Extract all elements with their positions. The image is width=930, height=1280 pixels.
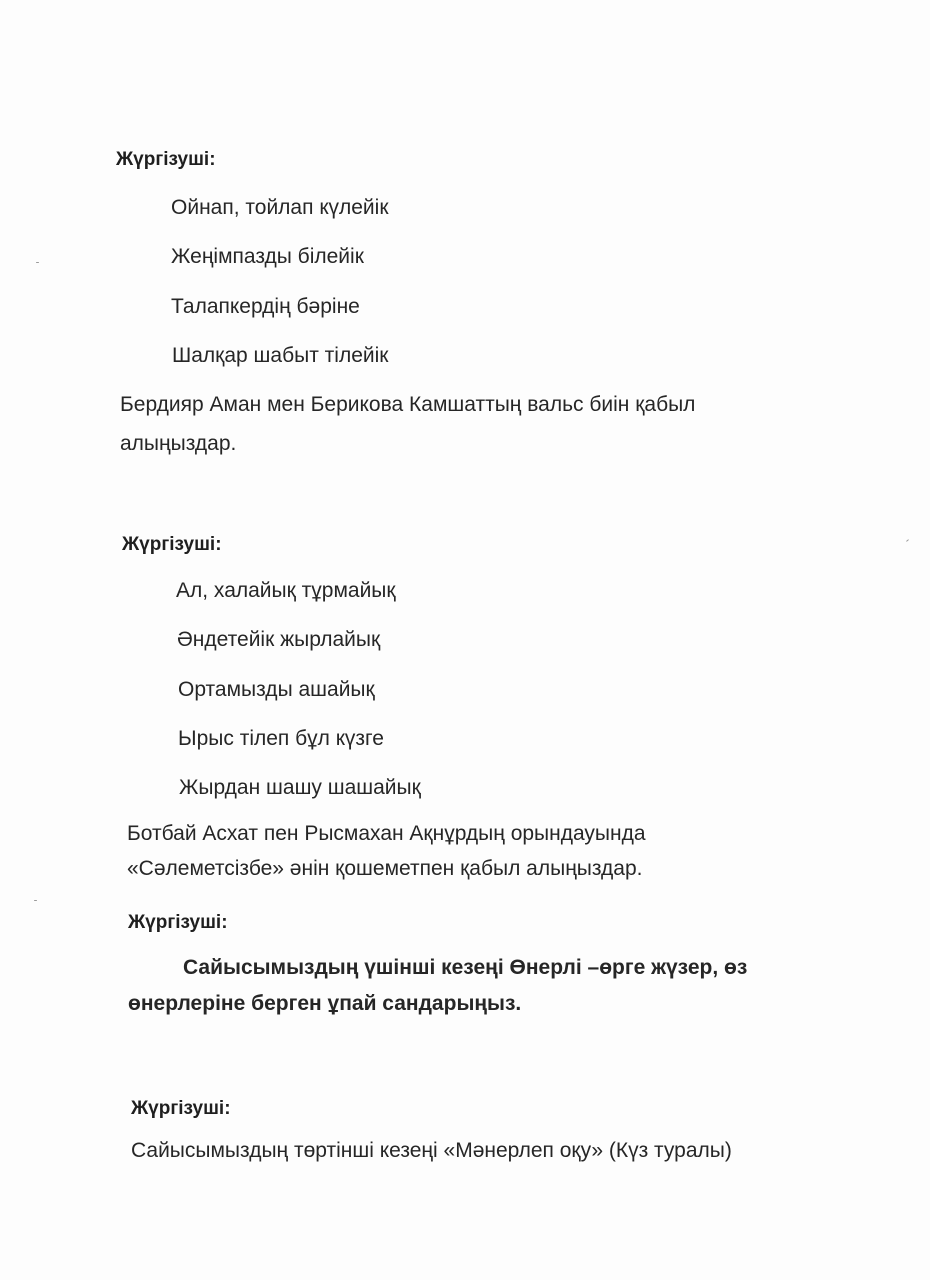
speaker-label: Жүргізуші: [131, 1098, 231, 1119]
prose-line: Сайысымыздың төртінші кезеңі «Мәнерлеп оқу» (Күз туралы) [131, 1139, 732, 1162]
scan-speck [36, 262, 39, 263]
verse-line: Жеңімпазды білейік [171, 245, 364, 268]
prose-line: Ботбай Асхат пен Рысмахан Ақнұрдың орындауында [127, 822, 646, 845]
scan-speck [906, 539, 909, 542]
prose-line: Сайысымыздың үшінші кезеңі Өнерлі –өрге жүзер, өз [183, 956, 748, 979]
prose-line: алыңыздар. [120, 432, 237, 455]
speaker-label: Жүргізуші: [128, 912, 228, 933]
verse-line: Жырдан шашу шашайық [179, 776, 421, 799]
speaker-label: Жүргізуші: [122, 534, 222, 555]
scan-speck [34, 900, 37, 901]
verse-line: Ал, халайық тұрмайық [176, 579, 396, 602]
prose-line: өнерлеріне берген ұпай сандарыңыз. [128, 992, 522, 1015]
prose-line: «Сәлеметсізбе» әнін қошеметпен қабыл алыңыздар. [127, 857, 643, 880]
verse-line: Әндетейік жырлайық [177, 628, 381, 651]
verse-line: Талапкердің бәріне [171, 295, 360, 318]
verse-line: Ортамызды ашайық [178, 678, 375, 701]
verse-line: Ойнап, тойлап күлейік [171, 196, 389, 219]
verse-line: Шалқар шабыт тілейік [172, 344, 389, 367]
speaker-label: Жүргізуші: [116, 149, 216, 170]
prose-line: Бердияр Аман мен Берикова Камшаттың вальс биін қабыл [120, 393, 696, 416]
verse-line: Ырыс тілеп бұл күзге [178, 727, 384, 750]
